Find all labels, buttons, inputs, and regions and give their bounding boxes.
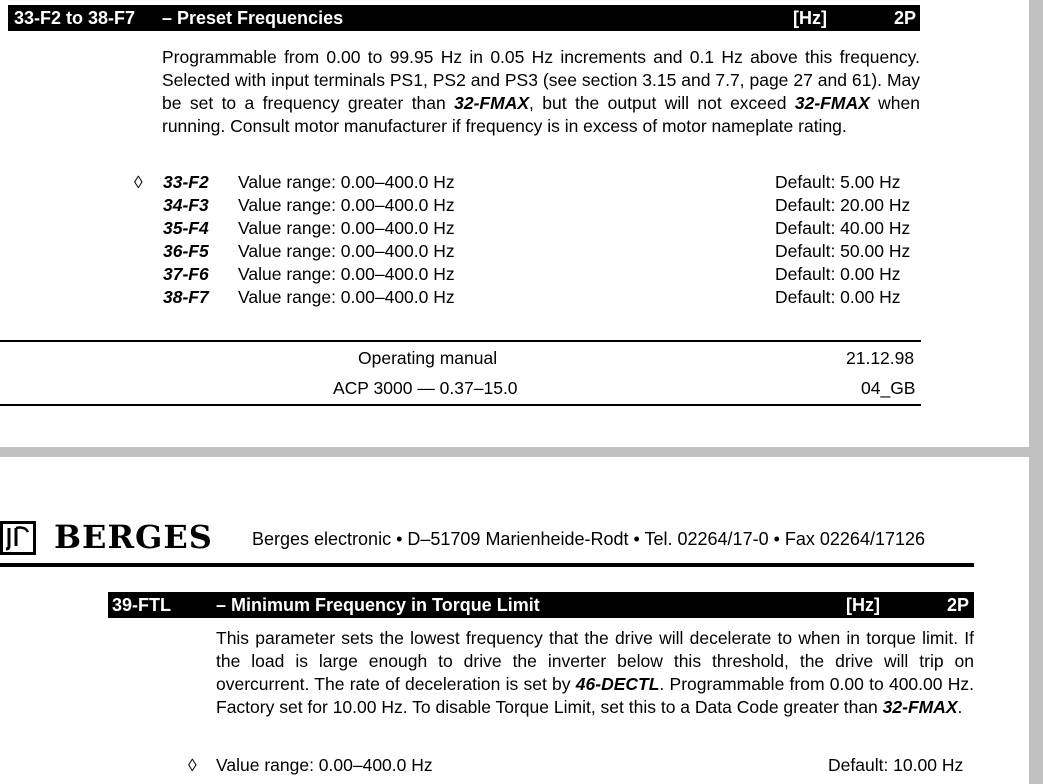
param-ref: 46-DECTL bbox=[575, 674, 660, 694]
default-value: Default: 0.00 Hz bbox=[775, 287, 901, 307]
header-unit: [Hz] bbox=[846, 595, 880, 615]
header-rule bbox=[0, 563, 974, 567]
company-contact: Berges electronic • D–51709 Marienheide-Rodt • Tel. 02264/17-0 • Fax 02264/17126 bbox=[252, 529, 926, 549]
footer-product: ACP 3000 — 0.37–15.0 bbox=[333, 378, 518, 398]
footer-date: 21.12.98 bbox=[846, 348, 915, 368]
berges-logo-text: BERGES bbox=[54, 518, 213, 556]
value-range: Value range: 0.00–400.0 Hz bbox=[238, 172, 455, 192]
default-value: Default: 10.00 Hz bbox=[828, 755, 964, 775]
header-level: 2P bbox=[947, 595, 970, 615]
value-range: Value range: 0.00–400.0 Hz bbox=[238, 195, 455, 215]
value-range: Value range: 0.00–400.0 Hz bbox=[238, 287, 455, 307]
param-ref: 32-FMAX bbox=[882, 697, 958, 717]
diamond-bullet-icon: ◊ bbox=[188, 755, 197, 775]
param-code: 34-F3 bbox=[163, 195, 209, 215]
default-value: Default: 50.00 Hz bbox=[775, 241, 911, 261]
section-header bbox=[108, 592, 974, 618]
value-range: Value range: 0.00–400.0 Hz bbox=[238, 241, 455, 261]
header-code: 39-FTL bbox=[112, 595, 172, 615]
param-ref: 32-FMAX bbox=[794, 93, 870, 113]
description: Programmable from 0.00 to 99.95 Hz in 0.05 Hz increments and 0.1 Hz above this frequency. Selected with input terminals PS1, PS2 and PS3 (see section 3.15 and 7.7, page 27 and 61). May be set to a frequency greater than 32-FMAX, but the output will not exceed 32-FMAX when running. Consult motor manufacturer if frequency is in excess of motor nameplate rating. bbox=[162, 47, 920, 136]
default-value: Default: 5.00 Hz bbox=[775, 172, 901, 192]
param-code: 36-F5 bbox=[163, 241, 209, 261]
diamond-bullet-icon: ◊ bbox=[134, 172, 143, 192]
default-value: Default: 20.00 Hz bbox=[775, 195, 911, 215]
value-range: Value range: 0.00–400.0 Hz bbox=[238, 264, 455, 284]
scrollbar-track[interactable] bbox=[1029, 0, 1043, 784]
description: This parameter sets the lowest frequency that the drive will decelerate to when in torque limit. If the load is large enough to drive the inverter below this threshold, the drive will trip on overcurrent. The rate of deceleration is set by 46-DECTL. Programmable from 0.00 to 400.00 Hz. Factory set for 10.00 Hz. To disable Torque Limit, set this to a Data Code greater than 32-FMAX. bbox=[216, 628, 974, 717]
param-code: 35-F4 bbox=[163, 218, 209, 238]
header-title: – Preset Frequencies bbox=[162, 8, 344, 28]
param-code: 38-F7 bbox=[163, 287, 209, 307]
footer-rule-top bbox=[0, 340, 921, 342]
header-code: 33-F2 to 38-F7 bbox=[14, 8, 136, 28]
header-unit: [Hz] bbox=[793, 8, 827, 28]
param-code: 33-F2 bbox=[163, 172, 209, 192]
value-range: Value range: 0.00–400.0 Hz bbox=[216, 755, 433, 775]
section-header bbox=[8, 5, 920, 31]
footer-manual: Operating manual bbox=[358, 348, 498, 368]
page-2 bbox=[0, 457, 1029, 784]
footer-version: 04_GB bbox=[861, 378, 916, 398]
page-separator bbox=[0, 447, 1029, 457]
default-value: Default: 40.00 Hz bbox=[775, 218, 911, 238]
footer-rule-bottom bbox=[0, 404, 921, 406]
param-code: 37-F6 bbox=[163, 264, 209, 284]
default-value: Default: 0.00 Hz bbox=[775, 264, 901, 284]
header-level: 2P bbox=[894, 8, 917, 28]
param-ref: 32-FMAX bbox=[454, 93, 530, 113]
header-title: – Minimum Frequency in Torque Limit bbox=[216, 595, 540, 615]
berges-logo-icon bbox=[0, 521, 36, 555]
value-range: Value range: 0.00–400.0 Hz bbox=[238, 218, 455, 238]
